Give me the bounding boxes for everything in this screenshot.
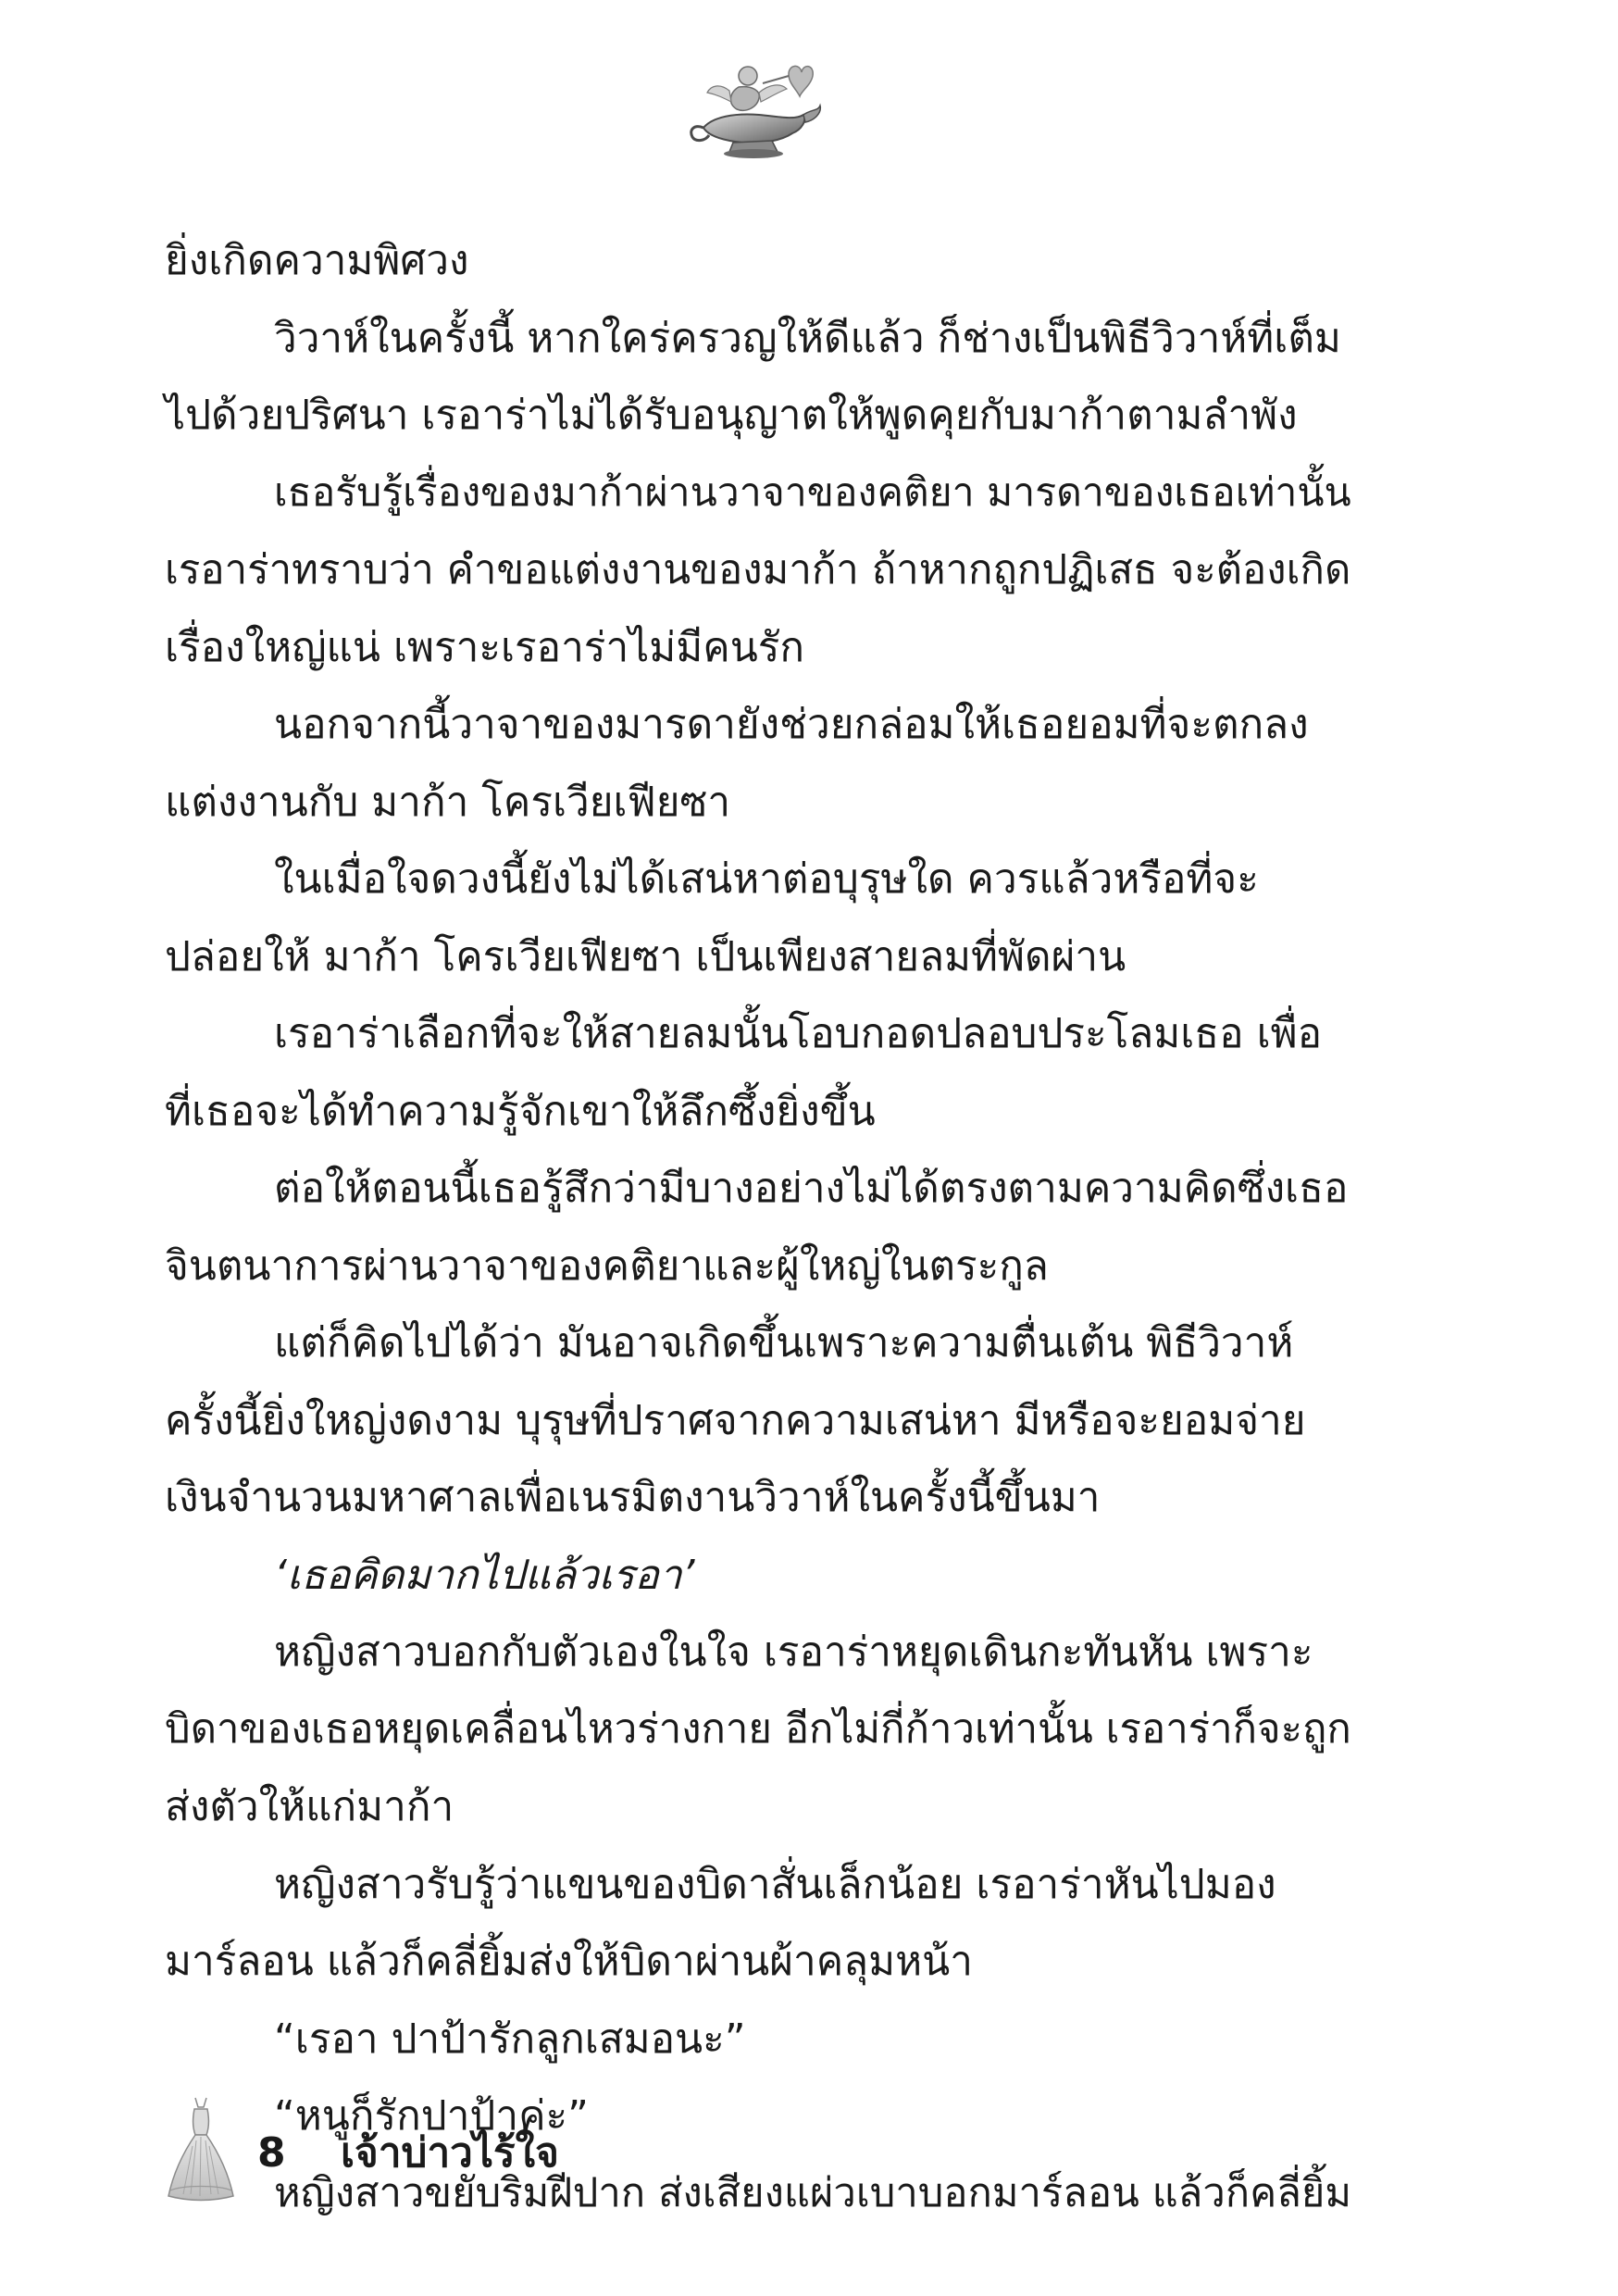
text-line: ยิ่งเกิดความพิศวง	[165, 237, 469, 284]
text-line: เรอาร่าเลือกที่จะให้สายลมนั้นโอบกอดปลอบประโลมเธอ เพื่อ	[274, 1010, 1323, 1057]
text-line: เงินจำนวนมหาศาลเพื่อเนรมิตงานวิวาห์ในครั้งนี้ขึ้นมา	[165, 1474, 1101, 1521]
body-text	[165, 222, 1351, 2232]
text-line: หญิงสาวบอกกับตัวเองในใจ เรอาร่าหยุดเดินกะทันหัน เพราะ	[274, 1628, 1313, 1676]
wedding-dress-icon	[165, 2094, 237, 2203]
text-line: ครั้งนี้ยิ่งใหญ่งดงาม บุรุษที่ปราศจากความเสน่หา มีหรือจะยอมจ่าย	[165, 1396, 1306, 1444]
text-line: ปล่อยให้ มาก้า โครเวียเฟียซา เป็นเพียงสายลมที่พัดผ่าน	[165, 932, 1126, 980]
text-line: วิวาห์ในครั้งนี้ หากใคร่ครวญให้ดีแล้ว ก็ช่างเป็นพิธีวิวาห์ที่เต็ม	[274, 314, 1341, 362]
text-line: ‘เธอคิดมากไปแล้วเรอา’	[274, 1551, 695, 1599]
text-line: แต่ก็คิดไปได้ว่า มันอาจเกิดขึ้นเพราะความตื่นเต้น พิธีวิวาห์	[274, 1319, 1294, 1366]
text-line: แต่งงานกับ มาก้า โครเวียเฟียซา	[165, 778, 731, 826]
text-line: หญิงสาวขยับริมฝีปาก ส่งเสียงแผ่วเบาบอกมาร์ลอน แล้วก็คลี่ยิ้ม	[274, 2169, 1352, 2216]
page-number: 8	[257, 2129, 286, 2177]
text-line: ไปด้วยปริศนา เรอาร่าไม่ได้รับอนุญาตให้พูดคุยกับมาก้าตามลำพัง	[165, 392, 1298, 439]
text-line: เรื่องใหญ่แน่ เพราะเรอาร่าไม่มีคนรัก	[165, 623, 805, 671]
text-line: ต่อให้ตอนนี้เธอรู้สึกว่ามีบางอย่างไม่ได้ตรงตามความคิดซึ่งเธอ	[274, 1165, 1349, 1212]
text-line: “หนูก็รักปาป้าค่ะ”	[274, 2092, 589, 2140]
text-line: เธอรับรู้เรื่องของมาก้าผ่านวาจาของคติยา มารดาของเธอเท่านั้น	[274, 468, 1351, 516]
text-line: ส่งตัวให้แก่มาก้า	[165, 1783, 454, 1830]
text-line: หญิงสาวรับรู้ว่าแขนของบิดาสั่นเล็กน้อย เรอาร่าหันไปมอง	[274, 1860, 1276, 1908]
book-title: เจ้าบ่าวไร้ใจ	[341, 2129, 559, 2177]
page-footer	[165, 2094, 813, 2205]
text-line: มาร์ลอน แล้วก็คลี่ยิ้มส่งให้บิดาผ่านผ้าคลุมหน้า	[165, 1938, 973, 1985]
text-line: บิดาของเธอหยุดเคลื่อนไหวร่างกาย อีกไม่กี่ก้าวเท่านั้น เรอาร่าก็จะถูก	[165, 1705, 1351, 1753]
text-line: จินตนาการผ่านวาจาของคติยาและผู้ใหญ่ในตระกูล	[165, 1242, 1049, 1290]
genie-lamp-cupid-icon	[685, 56, 824, 162]
text-line: เรอาร่าทราบว่า คำขอแต่งงานของมาก้า ถ้าหากถูกปฏิเสธ จะต้องเกิด	[165, 546, 1351, 593]
text-line: นอกจากนี้วาจาของมารดายังช่วยกล่อมให้เธอยอมที่จะตกลง	[274, 701, 1309, 748]
text-line: ที่เธอจะได้ทำความรู้จักเขาให้ลึกซึ้งยิ่งขึ้น	[165, 1087, 876, 1135]
text-line: “เรอา ปาป้ารักลูกเสมอนะ”	[274, 2015, 746, 2063]
text-line: ในเมื่อใจดวงนี้ยังไม่ได้เสน่หาต่อบุรุษใด ควรแล้วหรือที่จะ	[274, 855, 1259, 903]
